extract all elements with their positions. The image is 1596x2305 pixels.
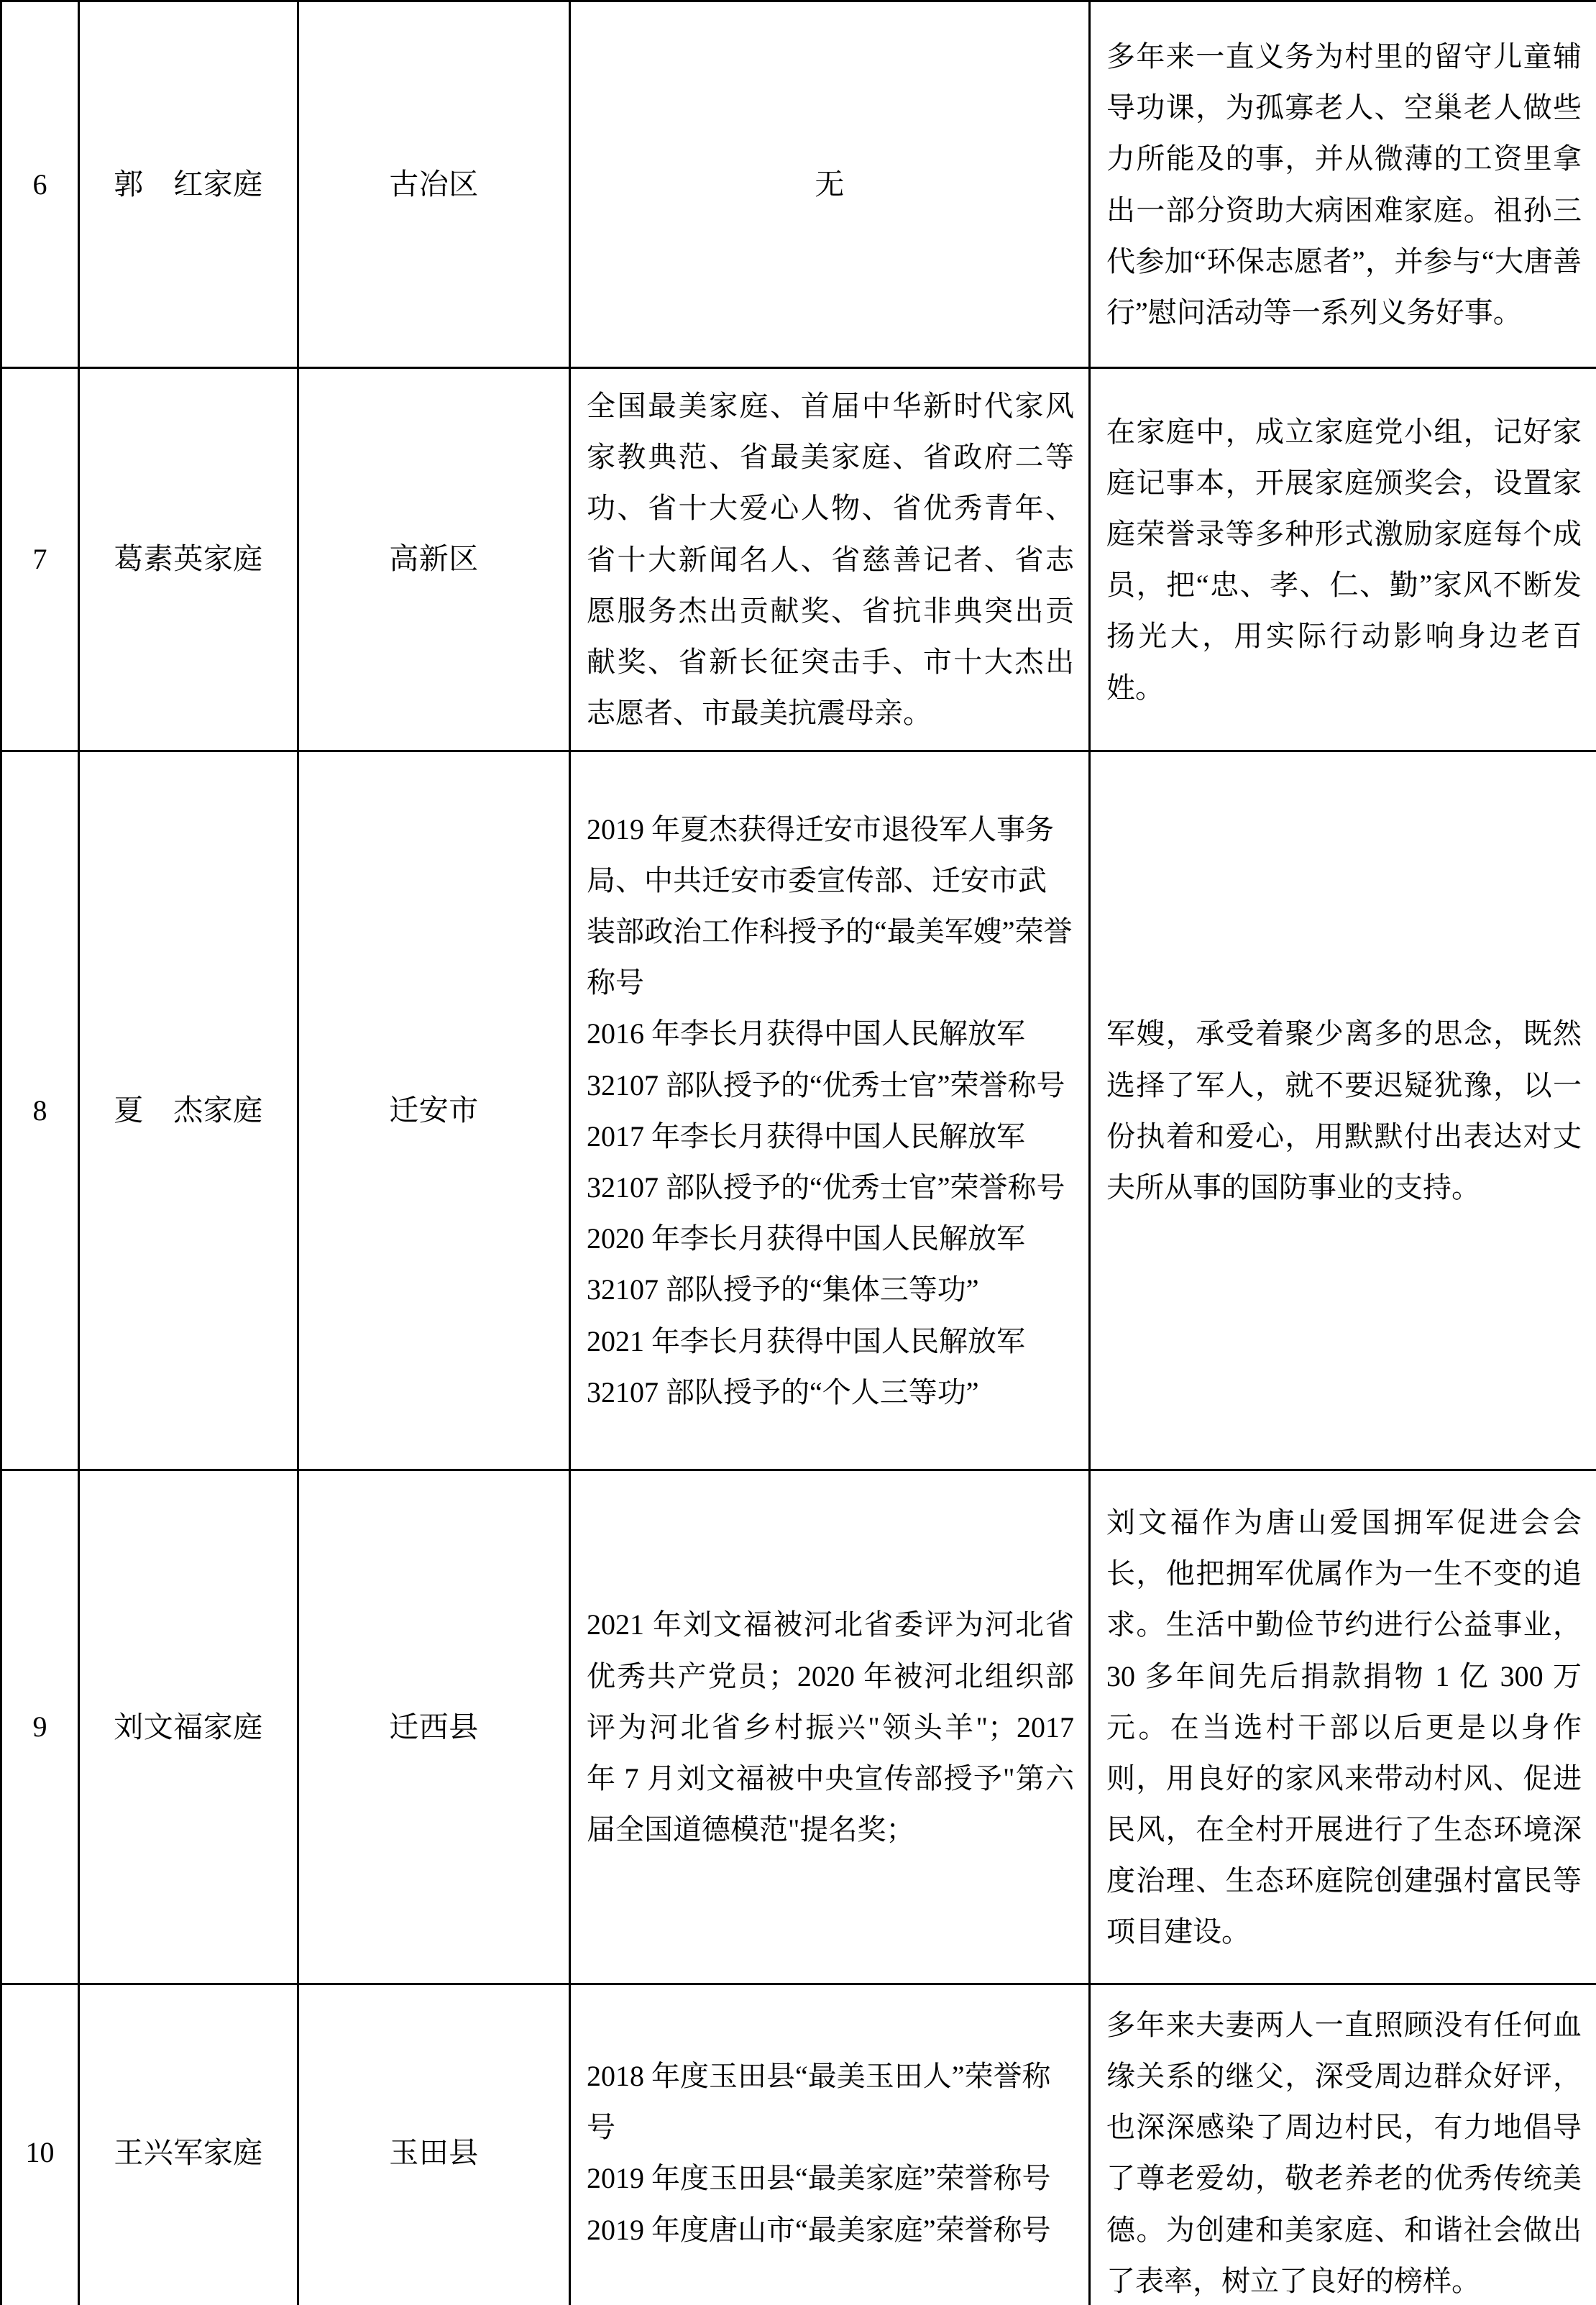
cell-honors xyxy=(570,1,1090,368)
description-value: 刘文福作为唐山爱国拥军促进会会长，他把拥军优属作为一生不变的追求。生活中勤俭节约进行公益事业，30 多年间先后捐款捐物 1 亿 300 万元。在当选村干部以后更是以身作则，用良好的家风来带动村风、促进民风，在全村开展进行了生态环境深度治理、生态环庭院创建强村富民等项目建设。 xyxy=(1106,1506,1582,1948)
cell-district xyxy=(298,1,570,368)
honor-line: 2019 年夏杰获得迁安市退役军人事务局、中共迁安市委宣传部、迁安市武装部政治工作科授予的“最美军嫂”荣誉称号 xyxy=(587,812,1073,999)
honor-line: 2016 年李长月获得中国人民解放军 32107 部队授予的“优秀士官”荣誉称号 xyxy=(587,1017,1065,1101)
table-row xyxy=(1,1470,1596,1984)
cell-honors xyxy=(570,751,1090,1470)
family-name-value: 夏 杰家庭 xyxy=(114,1094,263,1127)
family-name-value: 刘文福家庭 xyxy=(114,1710,263,1743)
description-value: 多年来一直义务为村里的留守儿童辅导功课，为孤寡老人、空巢老人做些力所能及的事，并从微薄的工资里拿出一部分资助大病困难家庭。祖孙三代参加“环保志愿者”，并参与“大唐善行”慰问活动等一系列义务好事。 xyxy=(1106,40,1582,329)
table-body xyxy=(1,1,1596,2305)
honor-line: 2021 年李长月获得中国人民解放军 32107 部队授予的“个人三等功” xyxy=(587,1324,1025,1408)
honors-value: 无 xyxy=(815,167,845,201)
cell-index xyxy=(1,1,79,368)
honors-list xyxy=(571,792,1088,1429)
row-index-value: 7 xyxy=(32,543,47,576)
district-value: 高新区 xyxy=(389,542,479,576)
district-value: 古冶区 xyxy=(389,167,479,201)
description-value: 在家庭中，成立家庭党小组，记好家庭记事本，开展家庭颁奖会，设置家庭荣誉录等多种形式激励家庭每个成员，把“忠、孝、仁、勤”家风不断发扬光大，用实际行动影响身边老百姓。 xyxy=(1106,415,1582,704)
honor-line: 2019 年度唐山市“最美家庭”荣誉称号 xyxy=(587,2213,1051,2246)
cell-honors xyxy=(570,1470,1090,1984)
cell-description xyxy=(1090,1,1596,368)
cell-family-name xyxy=(79,1470,298,1984)
cell-description xyxy=(1090,751,1596,1470)
cell-description xyxy=(1090,1984,1596,2305)
cell-district xyxy=(298,1470,570,1984)
row-index-value: 6 xyxy=(32,168,47,201)
table-row xyxy=(1,1,1596,368)
cell-index xyxy=(1,1984,79,2305)
cell-description xyxy=(1090,368,1596,751)
table-row xyxy=(1,368,1596,751)
district-value: 迁西县 xyxy=(389,1710,479,1743)
cell-district xyxy=(298,368,570,751)
district-value: 玉田县 xyxy=(389,2135,479,2169)
cell-district xyxy=(298,1984,570,2305)
cell-district xyxy=(298,751,570,1470)
description-value: 多年来夫妻两人一直照顾没有任何血缘关系的继父，深受周边群众好评，也深深感染了周边村民，有力地倡导了尊老爱幼，敬老养老的优秀传统美德。为创建和美家庭、和谐社会做出了表率，树立了良好的榜样。 xyxy=(1106,2008,1582,2297)
cell-family-name xyxy=(79,368,298,751)
table-row xyxy=(1,751,1596,1470)
honor-line: 2019 年度玉田县“最美家庭”荣誉称号 xyxy=(587,2162,1051,2195)
row-index-value: 8 xyxy=(32,1094,47,1127)
cell-index xyxy=(1,1470,79,1984)
cell-family-name xyxy=(79,1,298,368)
family-name-value: 葛素英家庭 xyxy=(114,542,263,576)
honors-list xyxy=(571,2039,1088,2267)
honor-line: 2018 年度玉田县“最美玉田人”荣誉称号 xyxy=(587,2059,1051,2144)
honors-value: 2021 年刘文福被河北省委评为河北省优秀共产党员；2020 年被河北组织部评为河北省乡村振兴"领头羊"；2017 年 7 月刘文福被中央宣传部授予"第六届全国道德模范"提名奖； xyxy=(587,1608,1074,1846)
district-value: 迁安市 xyxy=(389,1094,479,1127)
cell-description xyxy=(1090,1470,1596,1984)
description-value: 军嫂，承受着聚少离多的思念，既然选择了军人，就不要迟疑犹豫，以一份执着和爱心，用默默付出表达对丈夫所从事的国防事业的支持。 xyxy=(1106,1017,1582,1204)
honor-line: 2017 年李长月获得中国人民解放军 32107 部队授予的“优秀士官”荣誉称号 xyxy=(587,1119,1065,1204)
family-name-value: 王兴军家庭 xyxy=(114,2135,263,2169)
honor-line: 2020 年李长月获得中国人民解放军 32107 部队授予的“集体三等功” xyxy=(587,1222,1025,1306)
honors-value: 全国最美家庭、首届中华新时代家风家教典范、省最美家庭、省政府二等功、省十大爱心人物、省优秀青年、省十大新闻名人、省慈善记者、省志愿服务杰出贡献奖、省抗非典突出贡献奖、省新长征突击手、市十大杰出志愿者、市最美抗震母亲。 xyxy=(587,390,1074,730)
row-index-value: 9 xyxy=(32,1710,47,1743)
cell-family-name xyxy=(79,1984,298,2305)
cell-index xyxy=(1,368,79,751)
family-name-value: 郭 红家庭 xyxy=(114,167,263,201)
cell-family-name xyxy=(79,751,298,1470)
cell-index xyxy=(1,751,79,1470)
cell-honors xyxy=(570,1984,1090,2305)
row-index-value: 10 xyxy=(25,2136,55,2169)
cell-honors xyxy=(570,368,1090,751)
table-row xyxy=(1,1984,1596,2305)
